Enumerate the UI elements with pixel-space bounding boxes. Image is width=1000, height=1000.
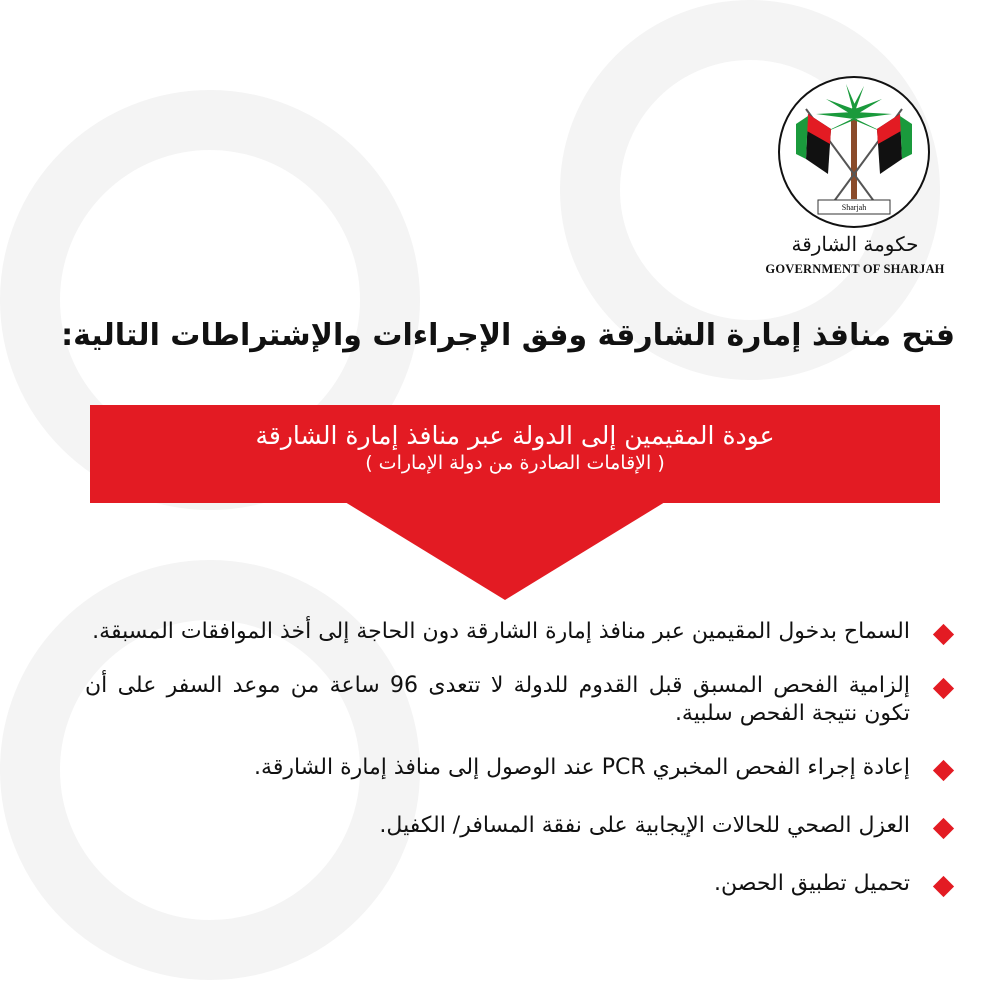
list-item xyxy=(85,812,955,840)
banner xyxy=(90,405,940,503)
list-item-text: العزل الصحي للحالات الإيجابية على نفقة المسافر/ الكفيل. xyxy=(379,813,910,838)
diamond-bullet-icon xyxy=(933,624,954,645)
banner-title: عودة المقيمين إلى الدولة عبر منافذ إمارة الشارقة xyxy=(255,421,775,450)
list-item-text: إعادة إجراء الفحص المخبري PCR عند الوصول إلى منافذ إمارة الشارقة. xyxy=(254,755,910,780)
diamond-bullet-icon xyxy=(933,760,954,781)
list-item-text: إلزامية الفحص المسبق قبل القدوم للدولة لا تتعدى 96 ساعة من موعد السفر على أن تكون نتيجة الفحص سلبية. xyxy=(85,673,911,726)
list-item xyxy=(85,672,955,728)
banner-subtitle: ( الإقامات الصادرة من دولة الإمارات ) xyxy=(365,452,665,474)
list-item xyxy=(85,618,955,646)
logo-english-name: GOVERNMENT OF SHARJAH xyxy=(765,262,945,276)
page-title: فتح منافذ إمارة الشارقة وفق الإجراءات والإشتراطات التالية: xyxy=(61,318,955,353)
list-item xyxy=(85,754,955,782)
list-item xyxy=(85,870,955,898)
diamond-bullet-icon xyxy=(933,678,954,699)
diamond-bullet-icon xyxy=(933,818,954,839)
sharjah-emblem-logo xyxy=(776,74,932,230)
arrow-down-icon xyxy=(345,502,665,600)
list-item-text: السماح بدخول المقيمين عبر منافذ إمارة الشارقة دون الحاجة إلى أخذ الموافقات المسبقة. xyxy=(92,619,910,644)
diamond-bullet-icon xyxy=(933,876,954,897)
requirements-list xyxy=(85,618,955,924)
svg-text:Sharjah: Sharjah xyxy=(841,203,867,212)
logo-arabic-name: حكومة الشارقة xyxy=(791,232,919,256)
list-item-text: تحميل تطبيق الحصن. xyxy=(714,871,910,896)
